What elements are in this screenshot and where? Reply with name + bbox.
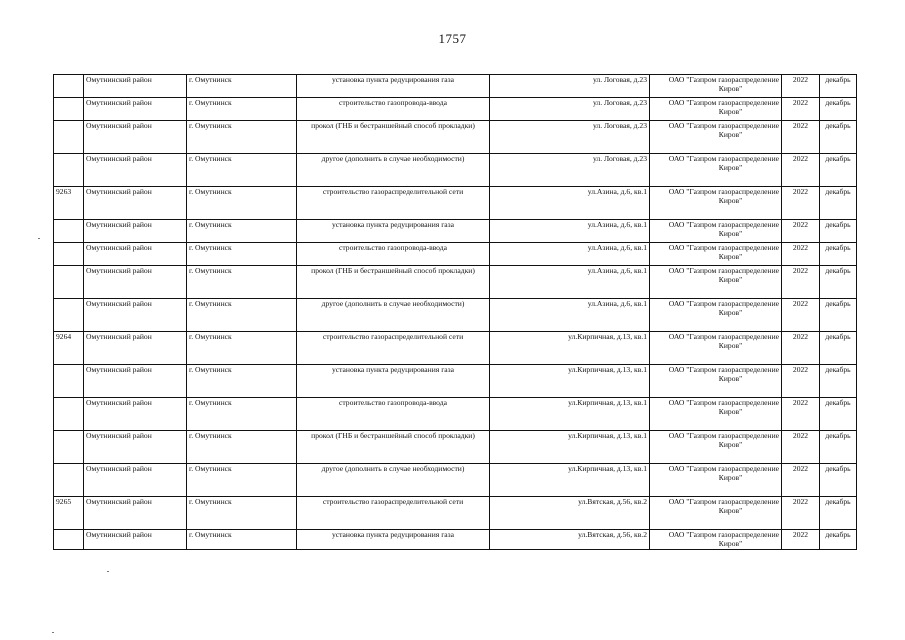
row-number: 9265 <box>54 497 84 530</box>
address-cell: ул.Азина, д.6, кв.1 <box>490 299 650 332</box>
organization-line1: ОАО "Газпром газораспределение <box>668 464 779 473</box>
district-cell: Омутнинский район <box>84 154 187 187</box>
row-number: 9264 <box>54 332 84 365</box>
table-body <box>54 75 857 550</box>
organization-line2: Киров" <box>718 196 743 205</box>
year-cell: 2022 <box>782 75 820 98</box>
month-cell: декабрь <box>820 121 857 154</box>
address-cell: ул.Кирпичная, д.13, кв.1 <box>490 398 650 431</box>
year-cell: 2022 <box>782 332 820 365</box>
district-cell: Омутнинский район <box>84 464 187 497</box>
table-row <box>54 530 857 550</box>
row-number <box>54 530 84 550</box>
table-row <box>54 220 857 243</box>
city-cell: г. Омутнинск <box>187 530 297 550</box>
address-cell: ул.Азина, д.6, кв.1 <box>490 187 650 220</box>
row-number: 9263 <box>54 187 84 220</box>
organization-cell <box>650 187 782 220</box>
organization-cell <box>650 365 782 398</box>
address-cell: ул.Вятская, д.56, кв.2 <box>490 497 650 530</box>
organization-line2: Киров" <box>718 275 743 284</box>
row-number <box>54 398 84 431</box>
organization-cell <box>650 332 782 365</box>
organization-cell <box>650 154 782 187</box>
organization-cell <box>650 431 782 464</box>
organization-cell <box>650 121 782 154</box>
organization-line1: ОАО "Газпром газораспределение <box>668 431 779 440</box>
address-cell: ул.Кирпичная, д.13, кв.1 <box>490 332 650 365</box>
address-cell: ул.Вятская, д.56, кв.2 <box>490 530 650 550</box>
work-type-cell: другое (дополнить в случае необходимости) <box>297 464 490 497</box>
row-number <box>54 464 84 497</box>
organization-line1: ОАО "Газпром газораспределение <box>668 398 779 407</box>
table-row <box>54 398 857 431</box>
city-cell: г. Омутнинск <box>187 187 297 220</box>
work-type-cell: прокол (ГНБ и бестраншейный способ прокладки) <box>297 431 490 464</box>
address-cell: ул. Логовая, д.23 <box>490 154 650 187</box>
organization-line1: ОАО "Газпром газораспределение <box>668 187 779 196</box>
organization-line2: Киров" <box>718 308 743 317</box>
scan-speck <box>107 571 109 572</box>
month-cell: декабрь <box>820 299 857 332</box>
month-cell: декабрь <box>820 365 857 398</box>
organization-line1: ОАО "Газпром газораспределение <box>668 365 779 374</box>
month-cell: декабрь <box>820 75 857 98</box>
row-number <box>54 365 84 398</box>
organization-cell <box>650 220 782 243</box>
district-cell: Омутнинский район <box>84 332 187 365</box>
year-cell: 2022 <box>782 187 820 220</box>
year-cell: 2022 <box>782 121 820 154</box>
organization-cell <box>650 266 782 299</box>
address-cell: ул.Азина, д.6, кв.1 <box>490 220 650 243</box>
work-type-cell: установка пункта редуцирования газа <box>297 220 490 243</box>
month-cell: декабрь <box>820 497 857 530</box>
year-cell: 2022 <box>782 464 820 497</box>
organization-line2: Киров" <box>718 374 743 383</box>
year-cell: 2022 <box>782 98 820 121</box>
city-cell: г. Омутнинск <box>187 75 297 98</box>
address-cell: ул.Кирпичная, д.13, кв.1 <box>490 431 650 464</box>
page-number: 1757 <box>438 31 467 46</box>
table-row <box>54 266 857 299</box>
organization-cell <box>650 299 782 332</box>
work-type-cell: другое (дополнить в случае необходимости) <box>297 299 490 332</box>
organization-line1: ОАО "Газпром газораспределение <box>668 332 779 341</box>
month-cell: декабрь <box>820 220 857 243</box>
city-cell: г. Омутнинск <box>187 365 297 398</box>
organization-line2: Киров" <box>718 407 743 416</box>
organization-line1: ОАО "Газпром газораспределение <box>668 75 779 84</box>
city-cell: г. Омутнинск <box>187 497 297 530</box>
work-type-cell: прокол (ГНБ и бестраншейный способ прокладки) <box>297 266 490 299</box>
year-cell: 2022 <box>782 299 820 332</box>
work-type-cell: установка пункта редуцирования газа <box>297 530 490 550</box>
organization-line2: Киров" <box>718 107 743 116</box>
row-number <box>54 220 84 243</box>
row-number <box>54 431 84 464</box>
city-cell: г. Омутнинск <box>187 243 297 266</box>
district-cell: Омутнинский район <box>84 299 187 332</box>
month-cell: декабрь <box>820 398 857 431</box>
month-cell: декабрь <box>820 243 857 266</box>
table-row <box>54 299 857 332</box>
address-cell: ул. Логовая, д.23 <box>490 121 650 154</box>
organization-line2: Киров" <box>718 229 743 238</box>
table-row <box>54 154 857 187</box>
table-row <box>54 497 857 530</box>
city-cell: г. Омутнинск <box>187 121 297 154</box>
work-type-cell: строительство газораспределительной сети <box>297 187 490 220</box>
organization-line1: ОАО "Газпром газораспределение <box>668 299 779 308</box>
organization-line1: ОАО "Газпром газораспределение <box>668 98 779 107</box>
organization-cell <box>650 497 782 530</box>
work-type-cell: строительство газораспределительной сети <box>297 332 490 365</box>
table-row <box>54 464 857 497</box>
table-row <box>54 431 857 464</box>
city-cell: г. Омутнинск <box>187 299 297 332</box>
month-cell: декабрь <box>820 530 857 550</box>
table-row <box>54 121 857 154</box>
work-type-cell: строительство газопровода-ввода <box>297 243 490 266</box>
district-cell: Омутнинский район <box>84 243 187 266</box>
organization-line2: Киров" <box>718 252 743 261</box>
district-cell: Омутнинский район <box>84 398 187 431</box>
district-cell: Омутнинский район <box>84 497 187 530</box>
month-cell: декабрь <box>820 332 857 365</box>
row-number <box>54 154 84 187</box>
row-number <box>54 75 84 98</box>
organization-line1: ОАО "Газпром газораспределение <box>668 497 779 506</box>
city-cell: г. Омутнинск <box>187 332 297 365</box>
year-cell: 2022 <box>782 431 820 464</box>
organization-line1: ОАО "Газпром газораспределение <box>668 220 779 229</box>
district-cell: Омутнинский район <box>84 220 187 243</box>
works-table <box>53 74 857 550</box>
organization-cell <box>650 98 782 121</box>
month-cell: декабрь <box>820 98 857 121</box>
month-cell: декабрь <box>820 431 857 464</box>
organization-line2: Киров" <box>718 473 743 482</box>
city-cell: г. Омутнинск <box>187 220 297 243</box>
address-cell: ул. Логовая, д.23 <box>490 98 650 121</box>
table-row <box>54 365 857 398</box>
city-cell: г. Омутнинск <box>187 431 297 464</box>
month-cell: декабрь <box>820 266 857 299</box>
organization-line1: ОАО "Газпром газораспределение <box>668 154 779 163</box>
year-cell: 2022 <box>782 365 820 398</box>
organization-cell <box>650 243 782 266</box>
organization-line2: Киров" <box>718 341 743 350</box>
work-type-cell: прокол (ГНБ и бестраншейный способ прокладки) <box>297 121 490 154</box>
city-cell: г. Омутнинск <box>187 266 297 299</box>
address-cell: ул.Кирпичная, д.13, кв.1 <box>490 365 650 398</box>
address-cell: ул. Логовая, д.23 <box>490 75 650 98</box>
organization-line2: Киров" <box>718 84 743 93</box>
table-row <box>54 187 857 220</box>
address-cell: ул.Азина, д.6, кв.1 <box>490 266 650 299</box>
row-number <box>54 299 84 332</box>
organization-cell <box>650 464 782 497</box>
organization-cell <box>650 398 782 431</box>
organization-line2: Киров" <box>718 440 743 449</box>
organization-line2: Киров" <box>718 163 743 172</box>
row-number <box>54 121 84 154</box>
city-cell: г. Омутнинск <box>187 464 297 497</box>
city-cell: г. Омутнинск <box>187 398 297 431</box>
city-cell: г. Омутнинск <box>187 154 297 187</box>
city-cell: г. Омутнинск <box>187 98 297 121</box>
table-row <box>54 332 857 365</box>
district-cell: Омутнинский район <box>84 266 187 299</box>
year-cell: 2022 <box>782 398 820 431</box>
organization-cell <box>650 75 782 98</box>
year-cell: 2022 <box>782 497 820 530</box>
organization-line1: ОАО "Газпром газораспределение <box>668 530 779 539</box>
work-type-cell: строительство газопровода-ввода <box>297 398 490 431</box>
year-cell: 2022 <box>782 220 820 243</box>
address-cell: ул.Азина, д.6, кв.1 <box>490 243 650 266</box>
year-cell: 2022 <box>782 530 820 550</box>
district-cell: Омутнинский район <box>84 530 187 550</box>
address-cell: ул.Кирпичная, д.13, кв.1 <box>490 464 650 497</box>
row-number <box>54 98 84 121</box>
district-cell: Омутнинский район <box>84 121 187 154</box>
district-cell: Омутнинский район <box>84 187 187 220</box>
table-row <box>54 75 857 98</box>
work-type-cell: установка пункта редуцирования газа <box>297 75 490 98</box>
district-cell: Омутнинский район <box>84 365 187 398</box>
row-number <box>54 266 84 299</box>
district-cell: Омутнинский район <box>84 98 187 121</box>
organization-line2: Киров" <box>718 130 743 139</box>
organization-line2: Киров" <box>718 506 743 515</box>
organization-line1: ОАО "Газпром газораспределение <box>668 266 779 275</box>
table-row <box>54 243 857 266</box>
organization-line1: ОАО "Газпром газораспределение <box>668 243 779 252</box>
month-cell: декабрь <box>820 187 857 220</box>
work-type-cell: другое (дополнить в случае необходимости) <box>297 154 490 187</box>
year-cell: 2022 <box>782 243 820 266</box>
month-cell: декабрь <box>820 154 857 187</box>
year-cell: 2022 <box>782 154 820 187</box>
work-type-cell: строительство газопровода-ввода <box>297 98 490 121</box>
scan-speck <box>52 632 54 633</box>
scan-speck <box>38 238 40 239</box>
organization-line2: Киров" <box>718 539 743 548</box>
month-cell: декабрь <box>820 464 857 497</box>
row-number <box>54 243 84 266</box>
table-row <box>54 98 857 121</box>
organization-line1: ОАО "Газпром газораспределение <box>668 121 779 130</box>
year-cell: 2022 <box>782 266 820 299</box>
district-cell: Омутнинский район <box>84 431 187 464</box>
work-type-cell: установка пункта редуцирования газа <box>297 365 490 398</box>
work-type-cell: строительство газораспределительной сети <box>297 497 490 530</box>
organization-cell <box>650 530 782 550</box>
district-cell: Омутнинский район <box>84 75 187 98</box>
